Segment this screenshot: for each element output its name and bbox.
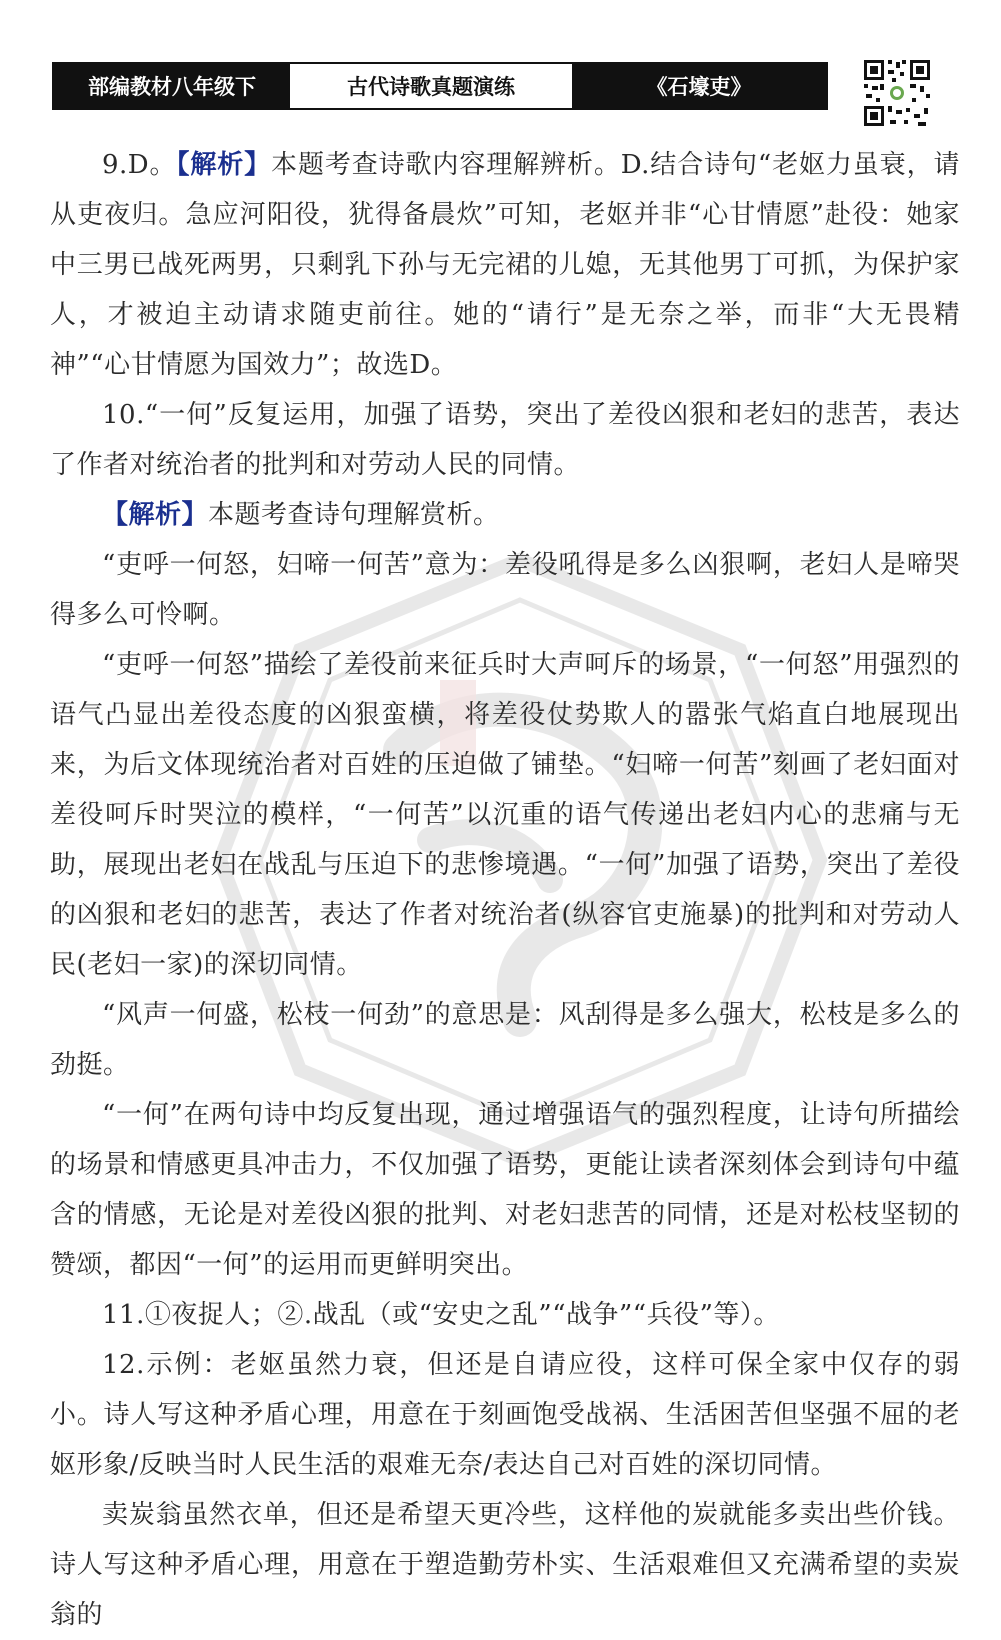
yihe-usage-paragraph: “一何”在两句诗中均反复出现，通过增强语气的强烈程度，让诗句所描绘的场景和情感更具冲击力，不仅加强了语势，更能让读者深刻体会到诗句中蕴含的情感，无论是对差役凶狠的批判、对老妇悲苦的同情，还是对松枝坚韧的赞颂，都因“一何”的运用而更鲜明突出。	[50, 1100, 960, 1280]
header-section-title: 古代诗歌真题演练	[290, 64, 572, 108]
poem-line-meaning-paragraph: “吏呼一何怒，妇啼一何苦”意为：差役吼得是多么凶狠啊，老妇人是啼哭得多么可怜啊。	[50, 550, 960, 630]
answer-10-paragraph: 10.“一何”反复运用，加强了语势，突出了差役凶狠和老妇的悲苦，表达了作者对统治者的批判和对劳动人民的同情。	[50, 400, 960, 480]
answer-9-text: 本题考查诗歌内容理解辨析。D.结合诗句“老妪力虽衰，请从吏夜归。急应河阳役，犹得备晨炊”可知，老妪并非“心甘情愿”赴役：她家中三男已战死两男，只剩乳下孙与无完裙的儿媳，无其他男丁可抓，为保护家人，才被迫主动请求随吏前往。她的“请行”是无奈之举，而非“大无畏精神”“心甘情愿为国效力”；故选D。	[50, 150, 960, 380]
poem-line-appreciation-paragraph: “吏呼一何怒”描绘了差役前来征兵时大声呵斥的场景，“一何怒”用强烈的语气凸显出差役态度的凶狠蛮横，将差役仗势欺人的嚣张气焰直白地展现出来，为后文体现统治者对百姓的压迫做了铺垫。“妇啼一何苦”刻画了老妇面对差役呵斥时哭泣的模样，“一何苦”以沉重的语气传递出老妇内心的悲痛与无助，展现出老妇在战乱与压迫下的悲惨境遇。“一何”加强了语势，突出了差役的凶狠和老妇的悲苦，表达了作者对统治者(纵容官吏施暴)的批判和对劳动人民(老妇一家)的深切同情。	[50, 650, 960, 980]
header-textbook-label: 部编教材八年级下	[54, 64, 290, 108]
answer-9-paragraph	[50, 140, 960, 390]
qr-code-icon[interactable]	[862, 58, 932, 128]
answer-11-paragraph: 11.①夜捉人；②.战乱（或“安史之乱”“战争”“兵役”等）。	[102, 1300, 780, 1330]
answer-10-analysis-paragraph	[50, 490, 960, 540]
charcoal-seller-paragraph: 卖炭翁虽然衣单，但还是希望天更冷些，这样他的炭就能多卖出些价钱。诗人写这种矛盾心理，用意在于塑造勤劳朴实、生活艰难但又充满希望的卖炭翁的	[50, 1500, 960, 1630]
analysis-tag: 【解析】	[176, 150, 272, 180]
answer-explanation-body	[50, 140, 960, 1640]
wind-pine-meaning-paragraph: “风声一何盛，松枝一何劲”的意思是：风刮得是多么强大，松枝是多么的劲挺。	[50, 1000, 960, 1080]
header-lesson-title: 《石壕吏》	[572, 64, 826, 108]
answer-9-number: 9.D。	[102, 150, 177, 180]
page-header	[52, 62, 828, 110]
answer-12-paragraph: 12.示例：老妪虽然力衰，但还是自请应役，这样可保全家中仅存的弱小。诗人写这种矛盾心理，用意在于刻画饱受战祸、生活困苦但坚强不屈的老妪形象/反映当时人民生活的艰难无奈/表达自己对百姓的深切同情。	[50, 1350, 960, 1480]
answer-10-analysis-text: 本题考查诗句理解赏析。	[208, 500, 500, 530]
analysis-tag: 【解析】	[102, 500, 209, 530]
